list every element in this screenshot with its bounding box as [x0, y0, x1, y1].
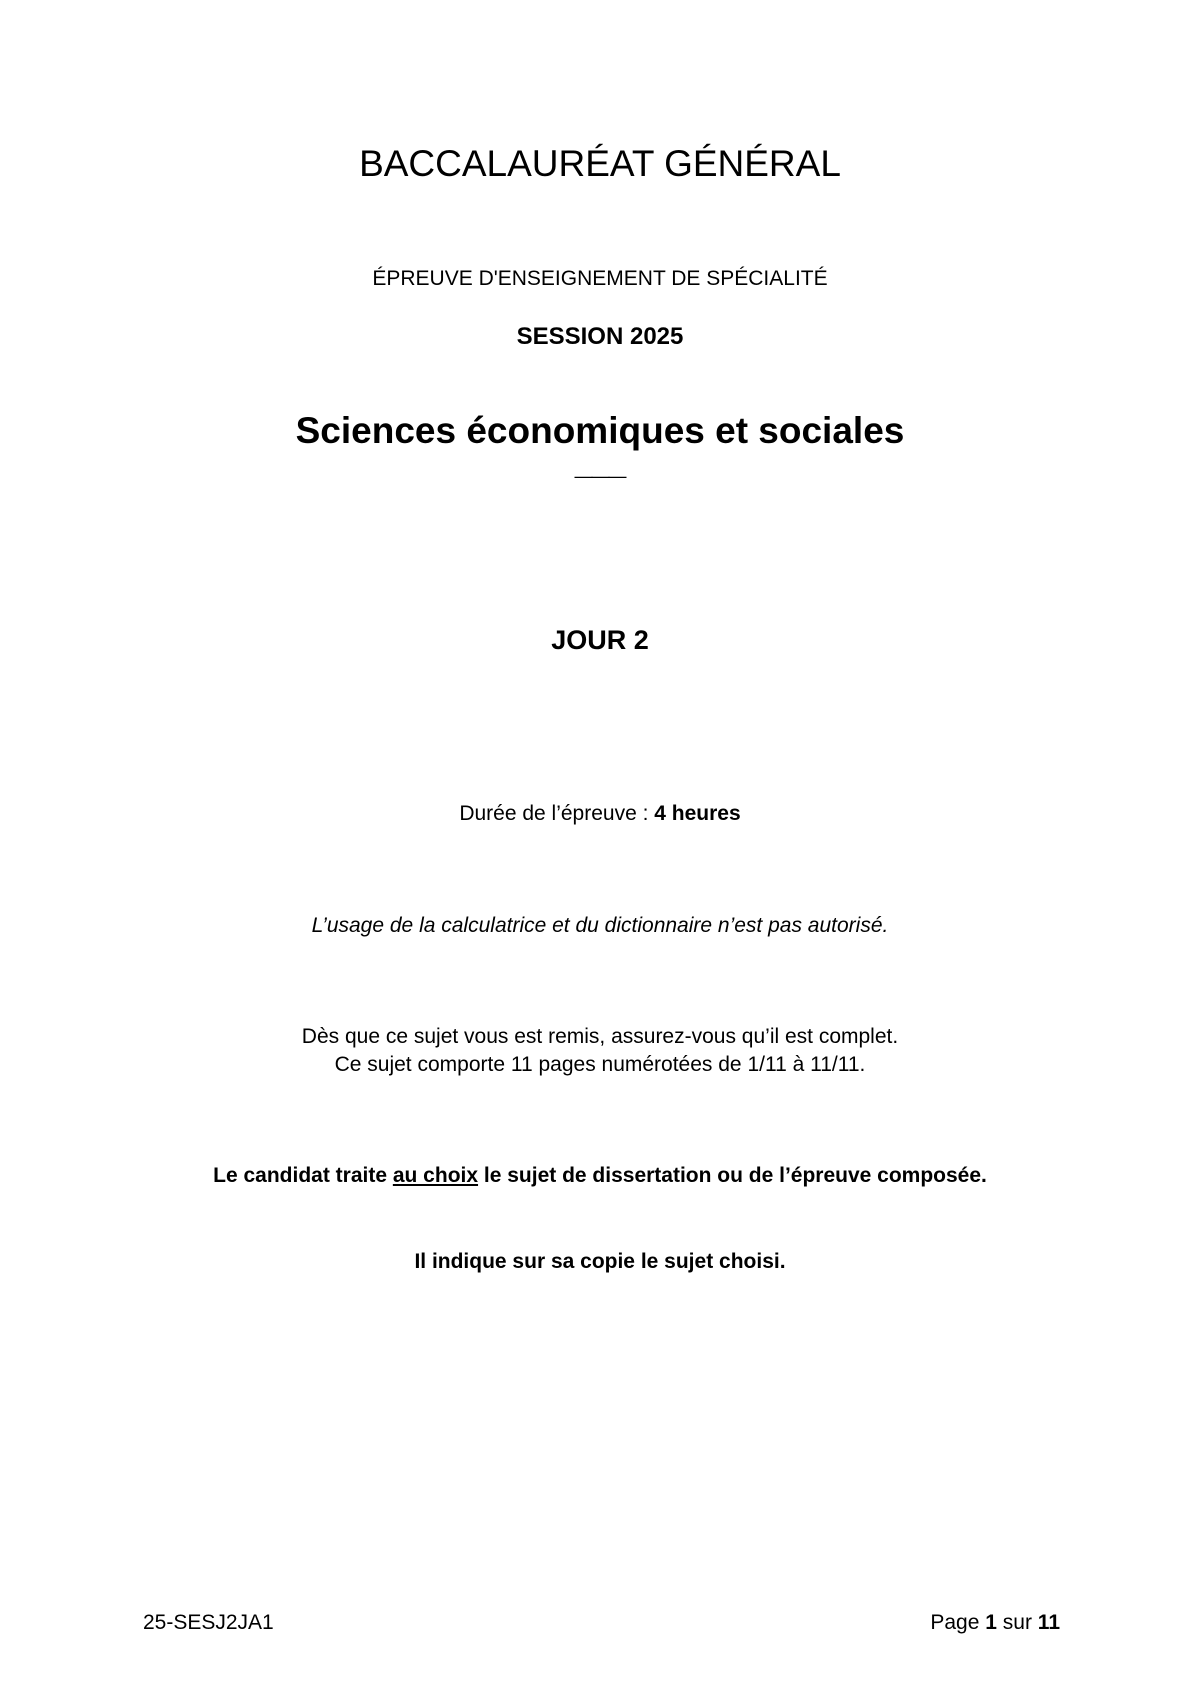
duration-value: 4 heures: [654, 802, 741, 825]
exam-day: JOUR 2: [551, 625, 649, 655]
completeness-notice-line2: Ce sujet comporte 11 pages numérotées de 1/11 à 11/11.: [334, 1053, 866, 1076]
duration-line: [0, 802, 1200, 826]
subject-separator: ———: [574, 466, 626, 486]
choice-after: le sujet de dissertation ou de l’épreuve composée.: [478, 1164, 987, 1187]
page-label: Page: [930, 1611, 986, 1634]
footer-page-number: [930, 1611, 1060, 1635]
session-label: SESSION 2025: [516, 323, 684, 350]
choice-instruction: [0, 1164, 1200, 1188]
page-separator: sur: [996, 1611, 1038, 1634]
completeness-notice-line1: Dès que ce sujet vous est remis, assurez-vous qu’il est complet.: [301, 1025, 899, 1048]
exam-type: ÉPREUVE D'ENSEIGNEMENT DE SPÉCIALITÉ: [372, 267, 828, 290]
indicate-instruction: Il indique sur sa copie le sujet choisi.: [414, 1250, 786, 1273]
footer-exam-code: 25-SESJ2JA1: [143, 1611, 274, 1634]
calculator-notice: L’usage de la calculatrice et du dictionnaire n’est pas autorisé.: [311, 914, 889, 937]
subject-title: Sciences économiques et sociales: [295, 410, 905, 451]
page-total: 11: [1037, 1611, 1060, 1634]
choice-underlined: au choix: [392, 1164, 479, 1187]
exam-title: BACCALAURÉAT GÉNÉRAL: [359, 143, 841, 184]
choice-before: Le candidat traite: [213, 1164, 393, 1187]
page-current: 1: [985, 1611, 997, 1634]
duration-label: Durée de l’épreuve :: [459, 802, 655, 825]
